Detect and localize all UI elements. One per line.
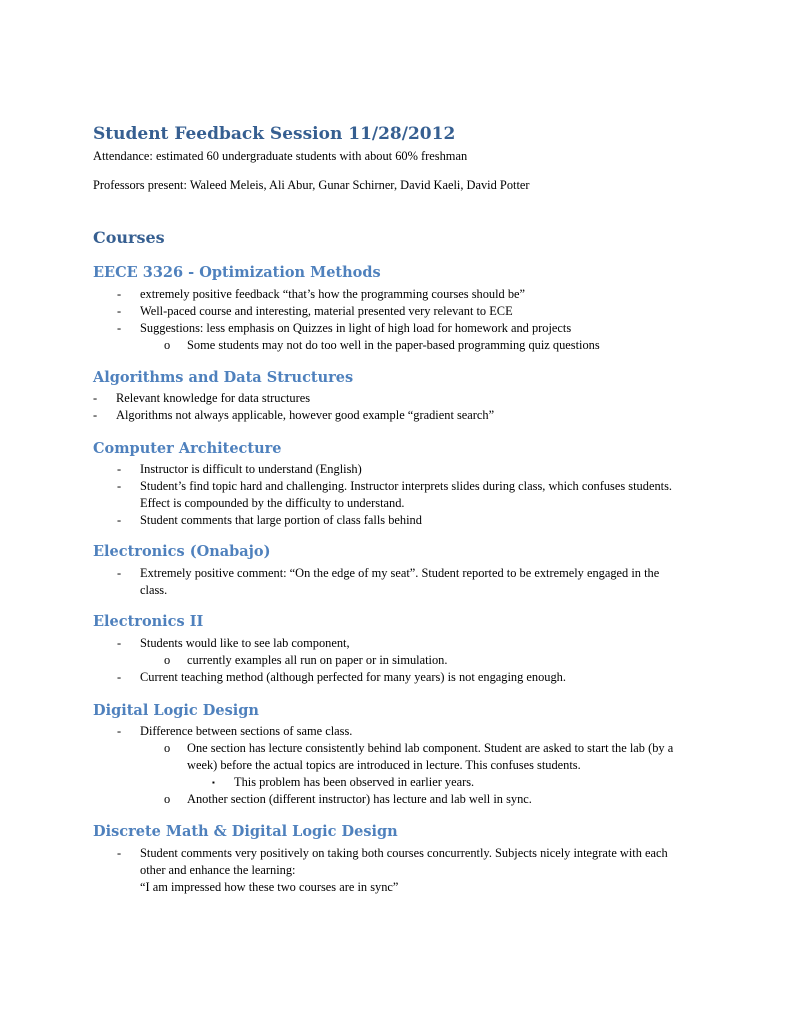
list-item: extremely positive feedback “that’s how the programming courses should be” xyxy=(140,287,526,301)
bullet-circle: o xyxy=(164,653,171,667)
bullet-dash: - xyxy=(117,566,122,580)
list-item: Student’s find topic hard and challenging. Instructor interprets slides during class, which confuses students. xyxy=(140,479,673,493)
list-subsubitem: This problem has been observed in earlier years. xyxy=(234,775,475,789)
list-item: Current teaching method (although perfected for many years) is not engaging enough. xyxy=(140,670,566,684)
bullet-circle: o xyxy=(164,338,171,352)
section-heading-algorithms: Algorithms and Data Structures xyxy=(93,369,354,386)
bullet-dash: - xyxy=(117,321,122,335)
list-item: Students would like to see lab component, xyxy=(140,636,350,650)
list-item: Difference between sections of same class. xyxy=(140,724,353,738)
bullet-dash: - xyxy=(117,513,122,527)
list-subitem: One section has lecture consistently behind lab component. Student are asked to start the lab (by a xyxy=(187,741,674,755)
bullet-circle: o xyxy=(164,741,171,755)
section-heading-discrete-math: Discrete Math & Digital Logic Design xyxy=(93,823,398,840)
bullet-dash: - xyxy=(117,479,122,493)
bullet-dash: - xyxy=(93,391,98,405)
section-heading-digital-logic-design: Digital Logic Design xyxy=(93,702,259,719)
list-item: Well-paced course and interesting, material presented very relevant to ECE xyxy=(140,304,513,318)
list-item-continuation: class. xyxy=(140,583,168,597)
list-item: Student comments very positively on taking both courses concurrently. Subjects nicely integrate with each xyxy=(140,846,668,860)
list-subitem-continuation: week) before the actual topics are introduced in lecture. This confuses students. xyxy=(187,758,581,772)
bullet-dash: - xyxy=(93,408,98,422)
list-subitem: Some students may not do too well in the paper-based programming quiz questions xyxy=(187,338,600,352)
section-heading-computer-architecture: Computer Architecture xyxy=(93,440,282,457)
bullet-dash: - xyxy=(117,287,122,301)
bullet-dash: - xyxy=(117,304,122,318)
list-item: Student comments that large portion of class falls behind xyxy=(140,513,422,527)
bullet-circle: o xyxy=(164,792,171,806)
section-heading-optimization-methods: EECE 3326 - Optimization Methods xyxy=(93,264,381,281)
professors-line: Professors present: Waleed Meleis, Ali Abur, Gunar Schirner, David Kaeli, David Potter xyxy=(93,178,530,192)
list-item: Extremely positive comment: “On the edge of my seat”. Student reported to be extremely engaged in the xyxy=(140,566,660,580)
section-heading-electronics-ii: Electronics II xyxy=(93,613,204,630)
list-item: Instructor is difficult to understand (English) xyxy=(140,462,362,476)
bullet-dash: - xyxy=(117,670,122,684)
attendance-line: Attendance: estimated 60 undergraduate students with about 60% freshman xyxy=(93,149,468,163)
bullet-dash: - xyxy=(117,462,122,476)
bullet-dash: - xyxy=(117,846,122,860)
quote-line: “I am impressed how these two courses are in sync” xyxy=(140,880,399,894)
courses-heading: Courses xyxy=(93,228,165,247)
list-item-continuation: Effect is compounded by the difficulty to understand. xyxy=(140,496,405,510)
bullet-dash: - xyxy=(117,724,122,738)
list-subitem: Another section (different instructor) has lecture and lab well in sync. xyxy=(187,792,532,806)
bullet-dash: - xyxy=(117,636,122,650)
bullet-square: ▪ xyxy=(212,778,215,787)
list-subitem: currently examples all run on paper or in simulation. xyxy=(187,653,448,667)
list-item-continuation: other and enhance the learning: xyxy=(140,863,296,877)
list-item: Suggestions: less emphasis on Quizzes in light of high load for homework and projects xyxy=(140,321,572,335)
document-title: Student Feedback Session 11/28/2012 xyxy=(93,124,456,144)
list-item: Algorithms not always applicable, however good example “gradient search” xyxy=(116,408,495,422)
section-heading-electronics-onabajo: Electronics (Onabajo) xyxy=(93,543,271,560)
list-item: Relevant knowledge for data structures xyxy=(116,391,311,405)
